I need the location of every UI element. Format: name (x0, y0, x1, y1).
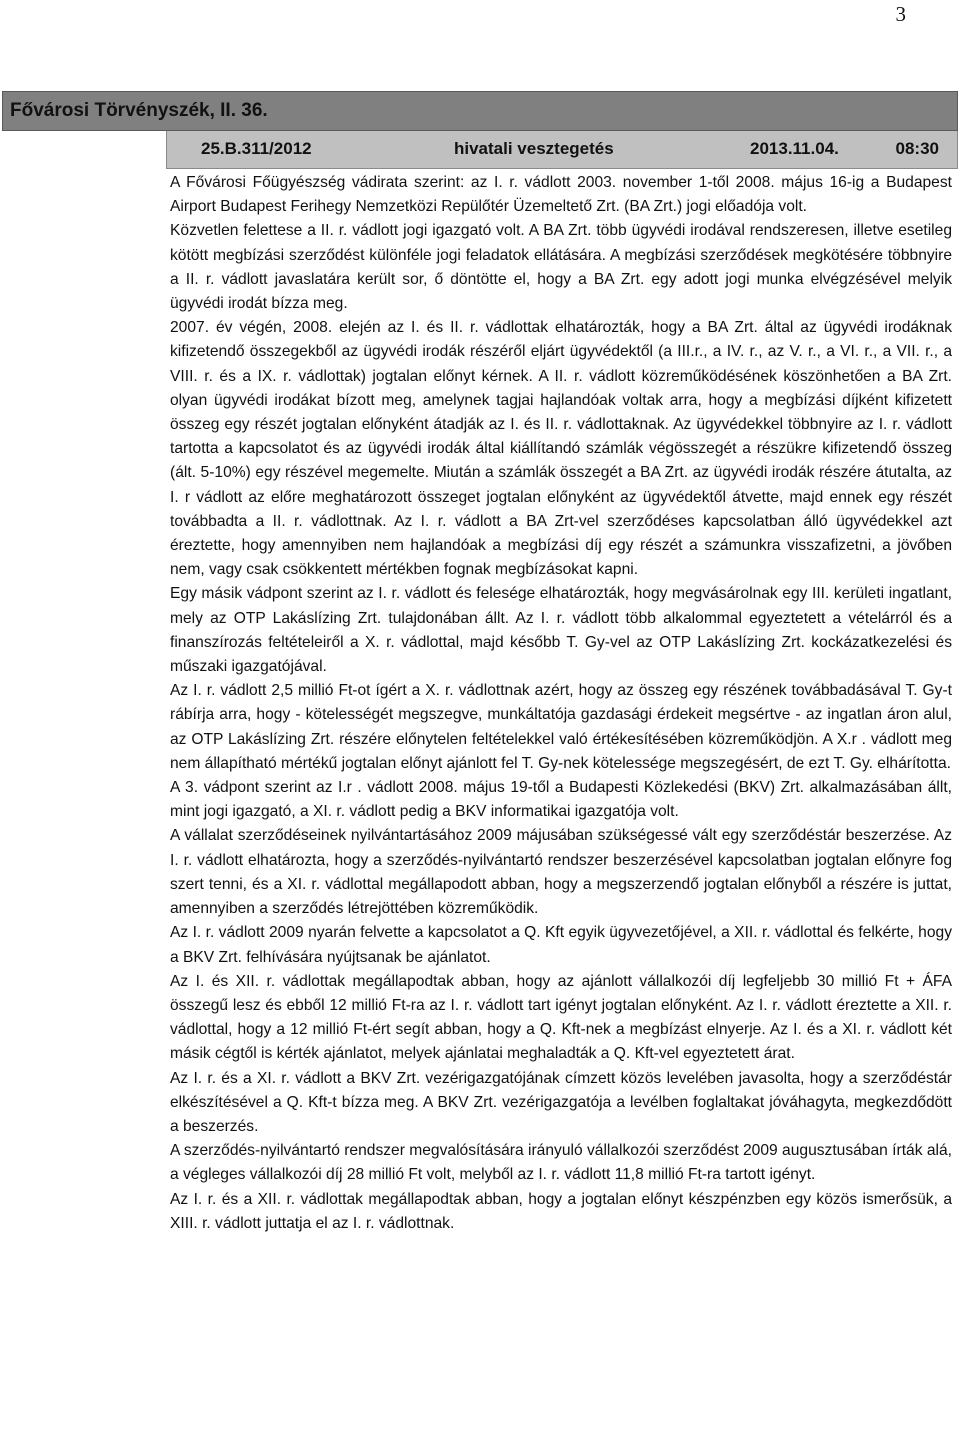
case-time: 08:30 (895, 139, 939, 158)
paragraph-third-count: A 3. vádpont szerint az I.r . vádlott 2008. május 19-től a Budapesti Közlekedési (BKV) Zrt. alkalmazásában állt, mint jogi igazgató, a XI. r. vádlott pedig a BKV informatikai igazgatója volt. (170, 779, 952, 821)
court-header: Fővárosi Törvényszék, II. 36. (2, 91, 958, 131)
paragraph-q-kft-contact: Az I. r. vádlott 2009 nyarán felvette a kapcsolatot a Q. Kft egyik ügyvezetőjével, a XII. r. vádlottal és felkérte, hogy a BKV Zrt. felhívására nyújtsanak be ajánlatot. (170, 924, 952, 966)
case-number: 25.B.311/2012 (201, 139, 312, 158)
case-charge: hivatali vesztegetés (454, 139, 614, 158)
paragraph-indictment-intro: A Fővárosi Főügyészség vádirata szerint: az I. r. vádlott 2003. november 1-től 2008. május 16-ig a Budapest Airport Budapest Ferihegy Nemzetközi Repülőtér Üzemeltető Zrt. (BA Zrt.) jogi előadója volt. (170, 174, 952, 216)
paragraph-supervisor: Közvetlen felettese a II. r. vádlott jogi igazgató volt. A BA Zrt. több ügyvédi irodával rendszeresen, illetve esetileg kötött megbízási szerződést különféle jogi feladatok ellátására. A megbízási szerződések megkötésére többnyire a II. r. vádlott javaslatára került sor, ő döntötte el, hogy a BA Zrt. egy adott jogi munka elvégzésével melyik ügyvédi irodát bízza meg. (170, 222, 952, 313)
case-date: 2013.11.04. (750, 139, 839, 158)
paragraph-contract-signed: A szerződés-nyilvántartó rendszer megvalósítására irányuló vállalkozói szerződést 2009 augusztusában írták alá, a végleges vállalkozói díj 28 millió Ft volt, melyből az I. r. vádlott 11,8 millió Ft-ra tartott igényt. (170, 1142, 952, 1184)
case-description (170, 171, 952, 1236)
case-row (166, 131, 958, 169)
paragraph-property-purchase: Egy másik vádpont szerint az I. r. vádlott és felesége elhatározták, hogy megvásárolnak egy III. kerületi ingatlant, mely az OTP Lakáslízing Zrt. tulajdonában állt. Az I. r. vádlott több alkalommal egyeztetett a vételárról és a finanszírozás feltételeiről a X. r. vádlottal, majd később T. Gy-vel az OTP Lakáslízing Zrt. kockázatkezelési és műszaki igazgatójával. (170, 585, 952, 676)
paragraph-cash-delivery: Az I. r. és a XII. r. vádlottak megállapodtak abban, hogy a jogtalan előnyt készpénzben egy közös ismerősük, a XIII. r. vádlott juttatja el az I. r. vádlottnak. (170, 1190, 952, 1232)
paragraph-bribe-offer: Az I. r. vádlott 2,5 millió Ft-ot ígért a X. r. vádlottnak azért, hogy az összeg egy részének továbbadásával T. Gy-t rábírja arra, hogy - kötelességét megszegve, munkáltatója gazdasági érdekeit megsértve - az ingatlan áron alul, az OTP Lakáslízing Zrt. részére előnytelen feltételekkel való értékesítésében közreműködjön. A X.r . vádlott meg nem állapítható mértékű jogtalan előnyt ajánlott fel T. Gy-nek kötelessége megszegésért, de ezt T. Gy. elhárította. (170, 682, 952, 772)
paragraph-joint-letter: Az I. r. és a XI. r. vádlott a BKV Zrt. vezérigazgatójának címzett közös levelében javasolta, hogy a szerződéstár elkészítésével a Q. Kft-t bízza meg. A BKV Zrt. vezérigazgatója a levélben foglaltakat jóváhagyta, megkezdődött a beszerzés. (170, 1069, 952, 1135)
paragraph-bribery-scheme: 2007. év végén, 2008. elején az I. és II. r. vádlottak elhatározták, hogy a BA Zrt. által az ügyvédi irodáknak kifizetendő összegekből az ügyvédi irodák részéről eljárt ügyvédektől (a III.r., a IV. r., az V. r., a VI. r., a VII. r., a VIII. r. és a IX. r. vádlottak) jogtalan előnyt kérnek. A II. r. vádlott közreműködésének köszönhetően a BA Zrt. olyan ügyvédi irodákat bízott meg, amelynek tagjai hajlandóak voltak arra, hogy a megbízási díjként kifizetett összeg egy részét jogtalan előnyként átadják az I. és II. r. vádlottaknak. Az ügyvédekkel többnyire az I. r. vádlott tartotta a kapcsolatot és az ügyvédi irodák által kiállítandó számlák végösszegét a részükre kifizetendő összeg (ált. 5-10%) egy részével megemelte. Miután a számlák összegét a BA Zrt. az ügyvédi irodák részére átutalta, az I. r vádlott az előre meghatározott összeget jogtalan előnyként az ügyvédektől átvette, majd ennek egy részét továbbadta a II. r. vádlottnak. Az I. r. vádlott a BA Zrt-vel szerződéses kapcsolatban álló ügyvédekkel azt éreztette, hogy amennyiben nem hajlandóak a megbízási díj egy részét a számunkra visszafizetni, a jövőben nem, vagy csak csökkentett mértékben fognak megbízásokat kapni. (170, 319, 952, 579)
paragraph-contract-registry: A vállalat szerződéseinek nyilvántartásához 2009 májusában szükségessé vált egy szerződéstár beszerzése. Az I. r. vádlott elhatározta, hogy a szerződés-nyilvántartó rendszer beszerzésével kapcsolatban jogtalan előnyre fog szert tenni, és a XI. r. vádlottal megállapodott abban, hogy a megszerzendő jogtalan előnyből a részére is juttat, amennyiben a szerződés létrejöttében közreműködik. (170, 827, 952, 918)
paragraph-fee-agreement: Az I. és XII. r. vádlottak megállapodtak abban, hogy az ajánlott vállalkozói díj legfeljebb 30 millió Ft + ÁFA összegű lesz és ebből 12 millió Ft-ra az I. r. vádlott tart igényt jogtalan előnyként. Az I. r. vádlott éreztette a XII. r. vádlottal, hogy a 12 millió Ft-ért segít abban, hogy a Q. Kft-nek a megbízást elnyerje. Az I. és a XI. r. vádlott két másik cégtől is kérték ajánlatot, melyek ajánlatai meghaladták a Q. Kft-vel egyeztetett árat. (170, 972, 952, 1063)
page-number: 3 (895, 2, 906, 26)
